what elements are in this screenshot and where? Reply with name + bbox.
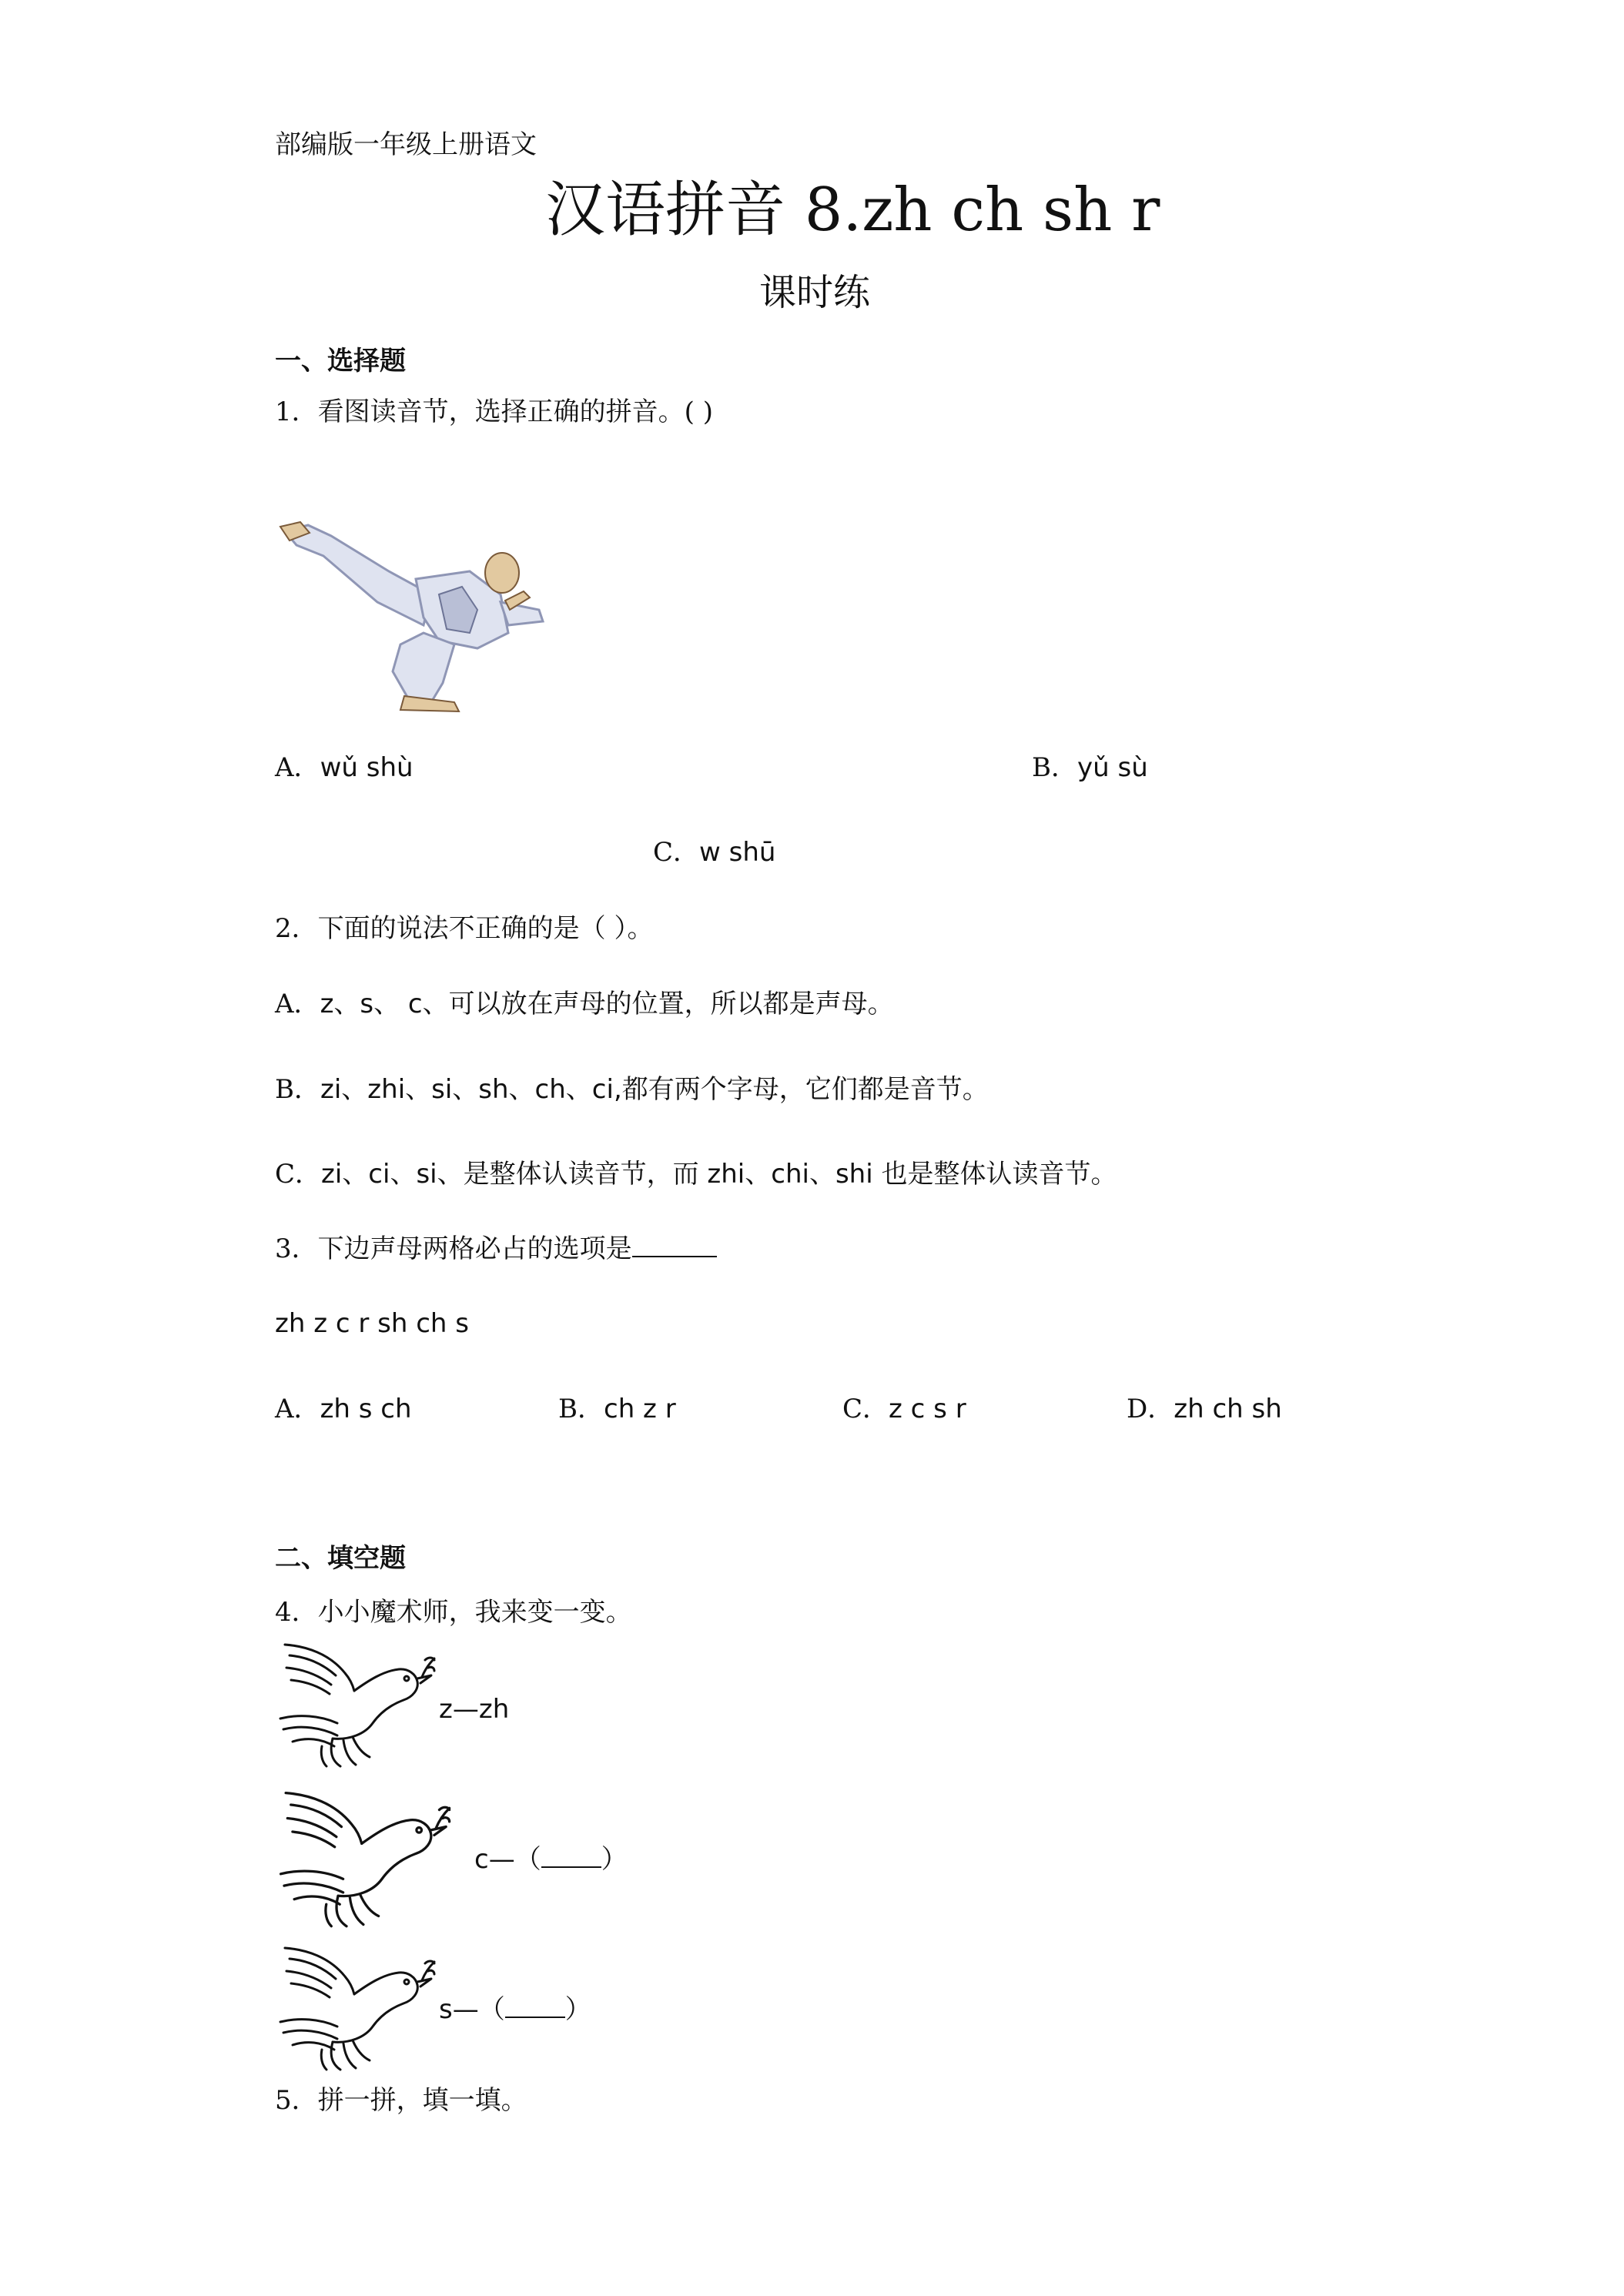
- q3-option-a-label: A．: [275, 1394, 320, 1424]
- q4-row-2-prefix: c—（: [474, 1844, 541, 1875]
- page-title: 汉语拼音 8.zh ch sh r: [545, 176, 1160, 245]
- q4-row-1: z—zh: [439, 1694, 510, 1725]
- q3-option-b[interactable]: [558, 1392, 676, 1426]
- q1-option-c[interactable]: [653, 835, 775, 869]
- q2-option-c[interactable]: [275, 1157, 1117, 1191]
- q1-option-a-label: A．: [275, 752, 320, 783]
- q3-option-d-label: D．: [1127, 1394, 1174, 1424]
- q3-option-d[interactable]: [1127, 1392, 1282, 1426]
- q1-option-b-text: yǔ sù: [1077, 752, 1148, 783]
- q3-answer-blank[interactable]: [632, 1233, 717, 1257]
- section-heading-fill: 二、填空题: [275, 1543, 406, 1574]
- q1-option-b-label: B．: [1032, 752, 1077, 783]
- q1-option-a-text: wǔ shù: [320, 752, 414, 783]
- question-3-stem: [275, 1232, 717, 1266]
- q3-option-b-text: ch z r: [604, 1394, 676, 1424]
- q2-option-b[interactable]: [275, 1073, 989, 1106]
- q1-option-a[interactable]: [275, 751, 414, 785]
- dove-icon: [276, 1785, 453, 1931]
- q3-option-c-label: C．: [842, 1394, 889, 1424]
- q3-option-d-text: zh ch sh: [1174, 1394, 1282, 1424]
- question-4-stem: 4．小小魔术师，我来变一变。: [275, 1597, 632, 1628]
- q2-option-c-text: zi、ci、si、是整体认读音节，而 zhi、chi、shi 也是整体认读音节。: [321, 1159, 1117, 1190]
- q3-option-c[interactable]: [842, 1392, 966, 1426]
- q3-option-c-text: z c s r: [889, 1394, 966, 1424]
- q4-row-3-prefix: s—（: [439, 1994, 505, 2025]
- q1-option-c-text: w shū: [699, 837, 776, 868]
- q2-option-b-text: zi、zhi、si、sh、ch、ci,都有两个字母，它们都是音节。: [320, 1074, 989, 1105]
- martial-arts-kick-image: [277, 517, 547, 718]
- q4-row-2-blank[interactable]: [541, 1843, 601, 1868]
- question-1-stem: 1．看图读音节，选择正确的拼音。( ): [275, 397, 713, 427]
- q2-option-a[interactable]: [275, 987, 894, 1021]
- dove-icon: [276, 1638, 437, 1769]
- q1-option-b[interactable]: [1032, 751, 1148, 785]
- q3-option-a[interactable]: [275, 1392, 412, 1426]
- q3-option-b-label: B．: [558, 1394, 604, 1424]
- question-2-stem: 2．下面的说法不正确的是（ ）。: [275, 913, 654, 944]
- q3-letters: zh z c r sh ch s: [275, 1308, 469, 1339]
- q4-row-3: [439, 1993, 591, 2027]
- section-heading-choice: 一、选择题: [275, 346, 406, 377]
- page-subtitle: 课时练: [759, 271, 871, 314]
- q1-option-c-label: C．: [653, 837, 700, 868]
- question-5-stem: 5．拼一拼，填一填。: [275, 2085, 527, 2116]
- q3-option-a-text: zh s ch: [320, 1394, 412, 1424]
- question-3-stem-text: 3．下边声母两格必占的选项是: [275, 1233, 632, 1264]
- q2-option-a-label: A．: [275, 989, 320, 1019]
- q2-option-a-text: z、s、 c、可以放在声母的位置，所以都是声母。: [320, 989, 894, 1019]
- q4-row-2: [474, 1842, 628, 1876]
- q4-row-3-blank[interactable]: [505, 1993, 565, 2018]
- q2-option-b-label: B．: [275, 1074, 320, 1105]
- q4-row-3-suffix: ）: [564, 1994, 591, 2025]
- series-label: 部编版一年级上册语文: [275, 129, 537, 160]
- q2-option-c-label: C．: [275, 1159, 322, 1190]
- dove-icon: [276, 1942, 437, 2073]
- q4-row-2-suffix: ）: [601, 1844, 628, 1875]
